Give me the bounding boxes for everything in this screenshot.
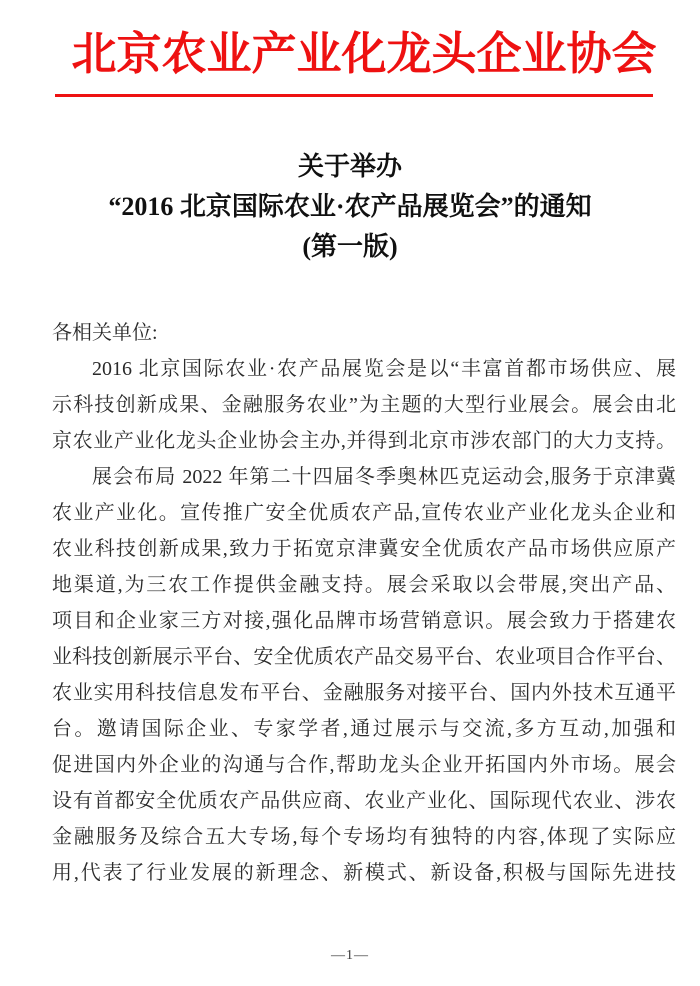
paragraph-line: 地渠道,为三农工作提供金融支持。展会采取以会带展,突出产品、 [52, 574, 676, 596]
document-title-line-2: “2016 北京国际农业·农产品展览会”的通知 [108, 192, 592, 221]
document-title [0, 147, 700, 267]
page-number: —1— [331, 948, 369, 963]
letterhead-divider-line [55, 94, 653, 97]
paragraph-line: 2016 北京国际农业·农产品展览会是以“丰富首都市场供应、展 [92, 358, 676, 380]
document-body-paragraphs [52, 351, 676, 891]
paragraph-line: 金融服务及综合五大专场,每个专场均有独特的内容,体现了实际应 [52, 826, 676, 848]
paragraph-line: 促进国内外企业的沟通与合作,帮助龙头企业开拓国内外市场。展会 [52, 754, 676, 776]
paragraph [52, 351, 676, 459]
paragraph [52, 459, 676, 891]
document-title-line-3: (第一版) [302, 232, 398, 261]
paragraph-line: 示科技创新成果、金融服务农业”为主题的大型行业展会。展会由北 [52, 394, 676, 416]
salutation: 各相关单位: [52, 322, 158, 344]
paragraph-line: 业科技创新展示平台、安全优质农产品交易平台、农业项目合作平台、 [52, 646, 676, 668]
paragraph-line: 京农业产业化龙头企业协会主办,并得到北京市涉农部门的大力支持。 [52, 430, 676, 452]
paragraph-line: 台。邀请国际企业、专家学者,通过展示与交流,多方互动,加强和 [52, 718, 676, 740]
document-title-line-1: 关于举办 [297, 152, 402, 181]
paragraph-line: 项目和企业家三方对接,强化品牌市场营销意识。展会致力于搭建农 [52, 610, 676, 632]
paragraph-line: 农业产业化。宣传推广安全优质农产品,宣传农业产业化龙头企业和 [52, 502, 676, 524]
paragraph-line: 农业科技创新成果,致力于拓宽京津冀安全优质农产品市场供应原产 [52, 538, 676, 560]
paragraph-line: 设有首都安全优质农产品供应商、农业产业化、国际现代农业、涉农 [52, 790, 676, 812]
paragraph-line: 农业实用科技信息发布平台、金融服务对接平台、国内外技术互通平 [52, 682, 676, 704]
paragraph-line: 展会布局 2022 年第二十四届冬季奥林匹克运动会,服务于京津冀 [92, 466, 676, 488]
paragraph-line: 用,代表了行业发展的新理念、新模式、新设备,积极与国际先进技 [52, 862, 676, 884]
letterhead-org-title: 北京农业产业化龙头企业协会 [71, 29, 657, 79]
document-body [52, 315, 676, 891]
